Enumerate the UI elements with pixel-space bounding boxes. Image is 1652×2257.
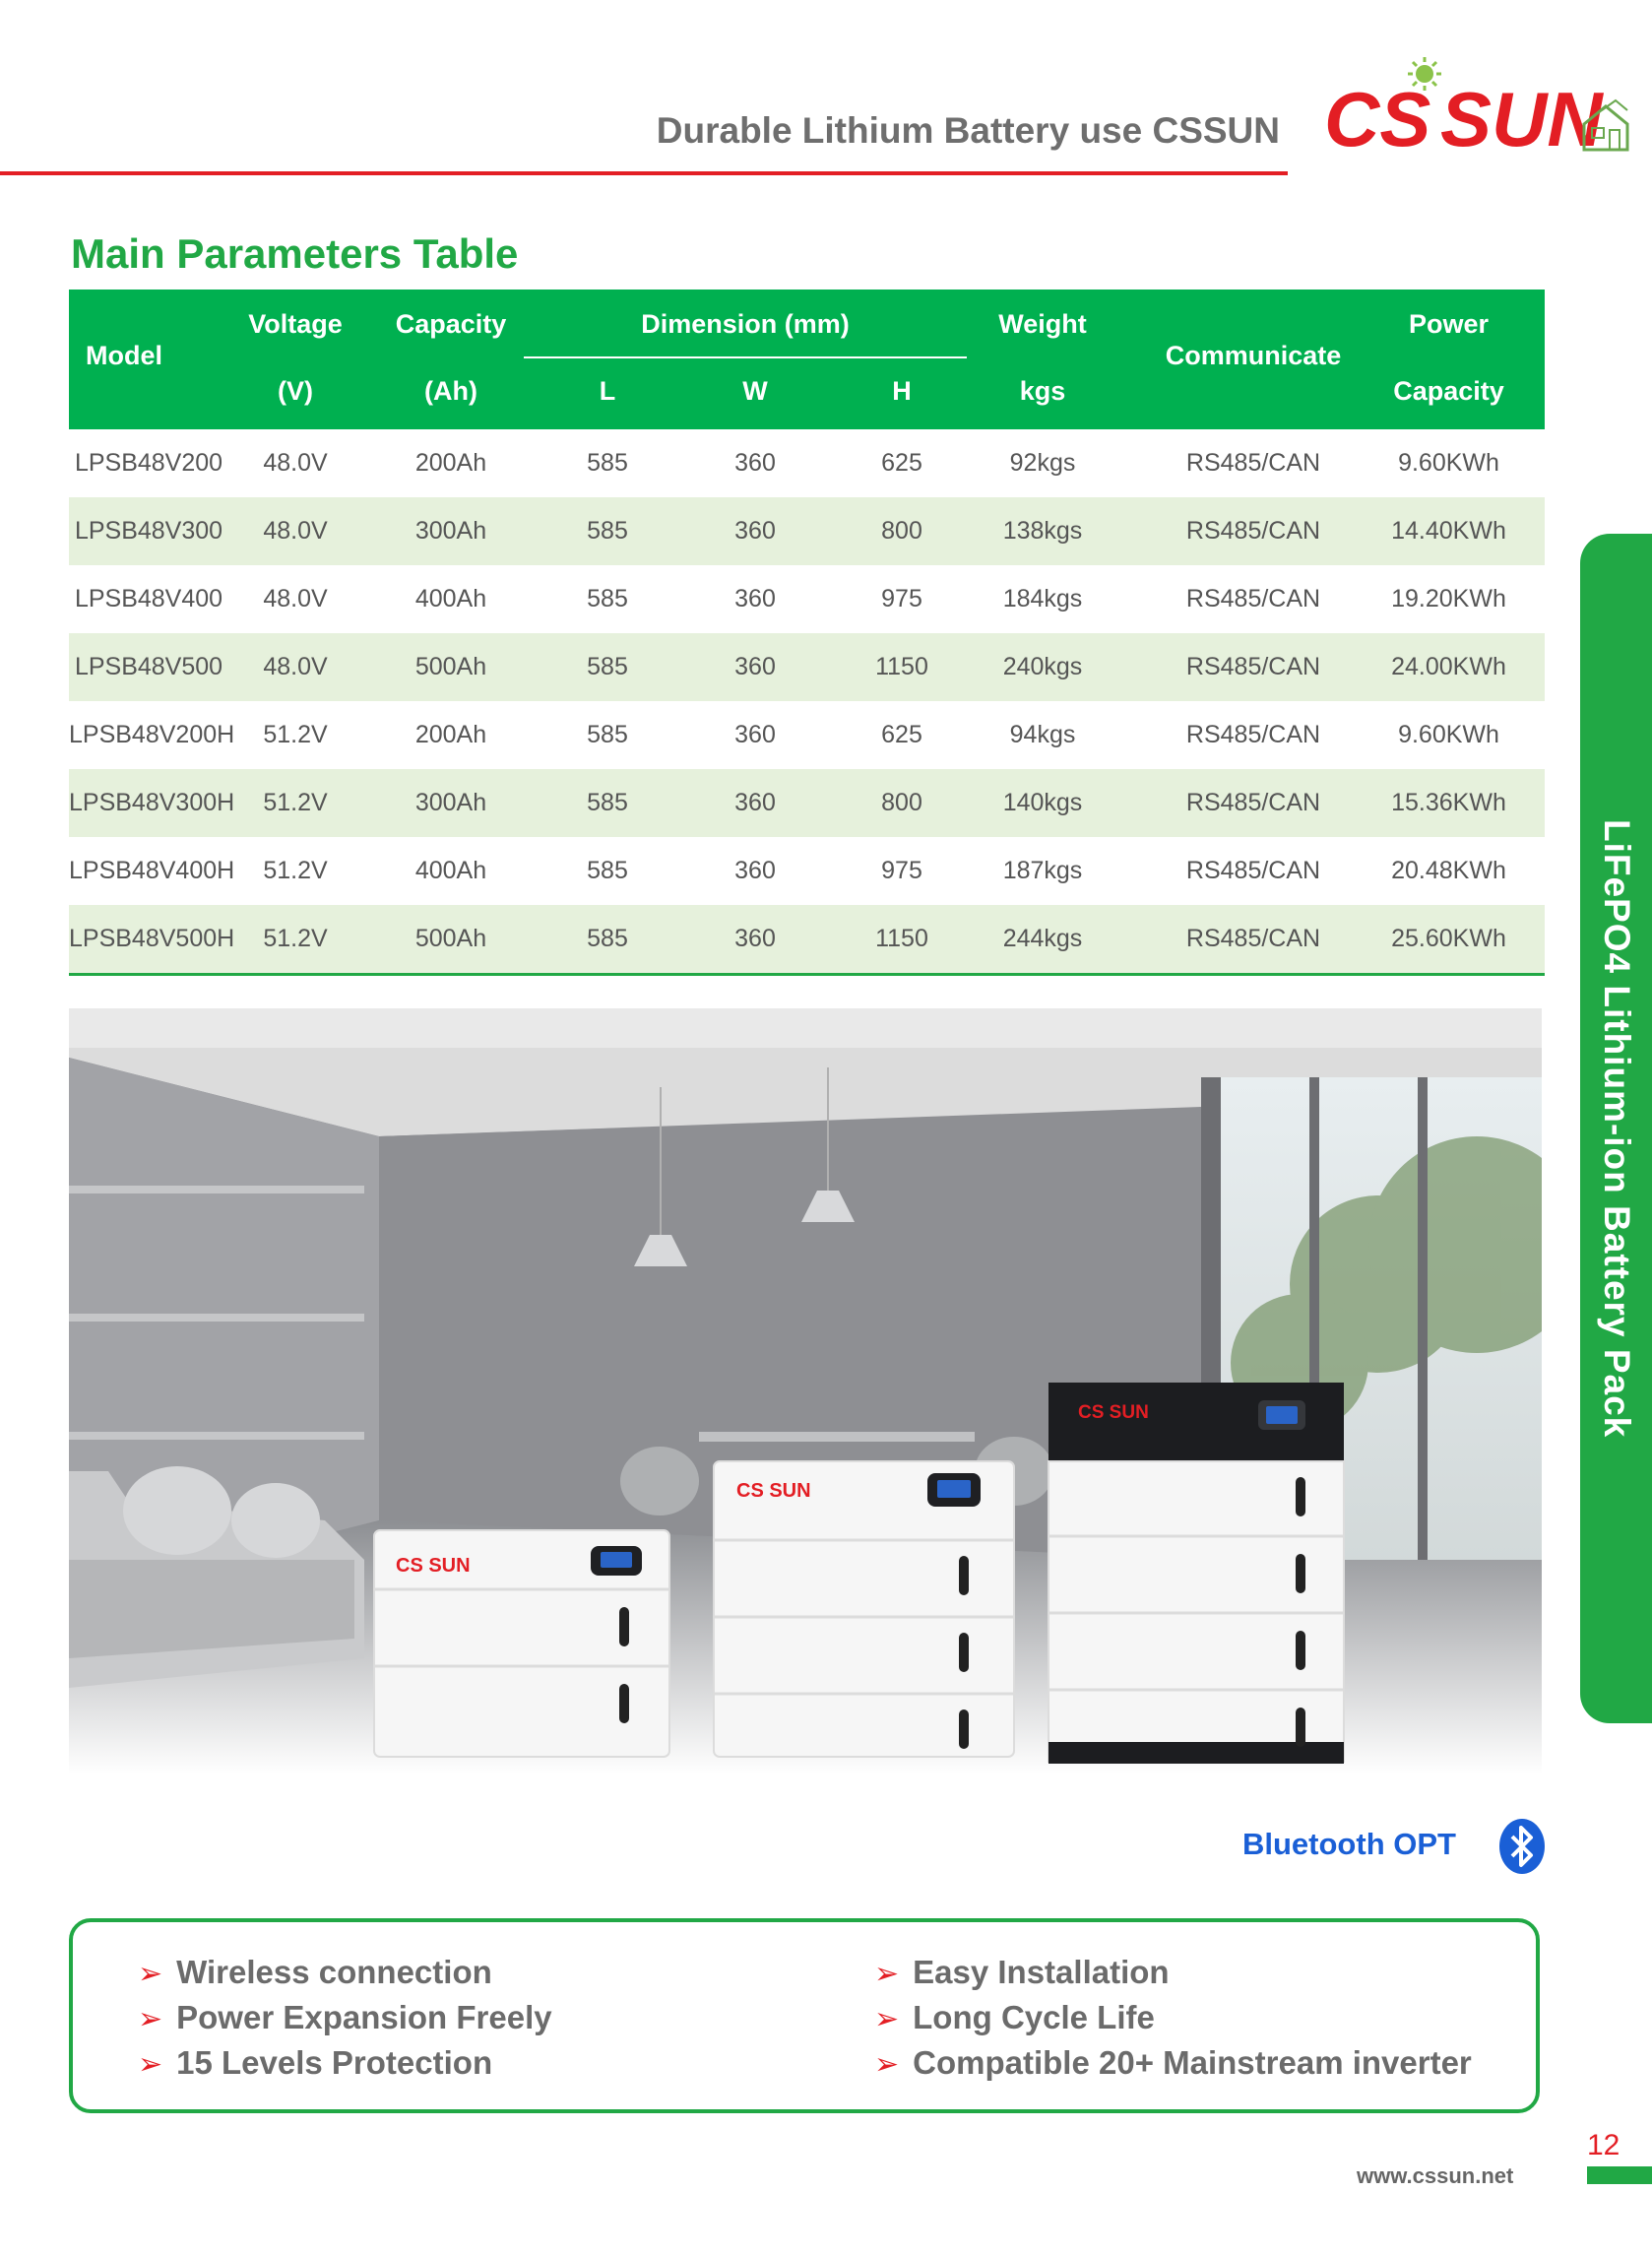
table-row bbox=[69, 497, 1545, 565]
section-title: Main Parameters Table bbox=[71, 230, 519, 277]
cell-weight: 94kgs bbox=[1009, 721, 1076, 748]
arrow-bullet-icon: ➢ bbox=[874, 1958, 900, 1990]
cssun-logo bbox=[1324, 55, 1634, 163]
cell-weight: 244kgs bbox=[1002, 925, 1083, 952]
feature-item: ➢ Wireless connection bbox=[138, 1954, 492, 1990]
cell-capacity: 400Ah bbox=[414, 857, 487, 884]
cell-weight: 92kgs bbox=[1009, 449, 1076, 477]
table-row bbox=[69, 905, 1545, 973]
cell-w: 360 bbox=[734, 653, 776, 680]
cell-weight: 184kgs bbox=[1002, 585, 1083, 613]
header-divider bbox=[0, 171, 1288, 175]
bluetooth-label: Bluetooth OPT bbox=[1242, 1827, 1456, 1861]
cell-model: LPSB48V200 bbox=[74, 449, 223, 477]
cell-weight: 140kgs bbox=[1002, 789, 1083, 816]
cell-h: 1150 bbox=[875, 925, 928, 952]
header-capacity: Capacity bbox=[395, 309, 507, 339]
cell-comm: RS485/CAN bbox=[1185, 925, 1321, 952]
header-title: Durable Lithium Battery use CSSUN bbox=[656, 110, 1280, 151]
battery-small bbox=[374, 1530, 669, 1757]
cell-comm: RS485/CAN bbox=[1185, 517, 1321, 545]
cell-model: LPSB48V400H bbox=[69, 857, 235, 884]
table-row bbox=[69, 565, 1545, 633]
battery-logo: CS SUN bbox=[1078, 1402, 1149, 1423]
website-url: www.cssun.net bbox=[1357, 2163, 1514, 2188]
header-weight-unit: kgs bbox=[1019, 376, 1066, 406]
cell-power: 15.36KWh bbox=[1391, 789, 1506, 816]
table-header bbox=[69, 290, 1545, 429]
cell-l: 585 bbox=[587, 449, 628, 477]
cell-comm: RS485/CAN bbox=[1185, 449, 1321, 477]
cell-h: 800 bbox=[881, 517, 922, 545]
cell-weight: 138kgs bbox=[1002, 517, 1083, 545]
cell-power: 20.48KWh bbox=[1391, 857, 1506, 884]
arrow-bullet-icon: ➢ bbox=[874, 2003, 900, 2035]
cell-w: 360 bbox=[734, 857, 776, 884]
cell-capacity: 500Ah bbox=[414, 653, 487, 680]
cell-w: 360 bbox=[734, 585, 776, 613]
header-dim-l: L bbox=[599, 376, 616, 406]
cell-l: 585 bbox=[587, 925, 628, 952]
cell-comm: RS485/CAN bbox=[1185, 653, 1321, 680]
features-box bbox=[69, 1918, 1540, 2113]
footer-accent-bar bbox=[1587, 2166, 1652, 2184]
cell-power: 9.60KWh bbox=[1398, 721, 1499, 748]
cell-power: 9.60KWh bbox=[1398, 449, 1499, 477]
cell-h: 800 bbox=[881, 789, 922, 816]
cell-comm: RS485/CAN bbox=[1185, 857, 1321, 884]
cell-h: 625 bbox=[881, 721, 922, 748]
header-communicate: Communicate bbox=[1165, 341, 1342, 370]
header-power-sub: Capacity bbox=[1393, 376, 1504, 406]
feature-item: ➢ Long Cycle Life bbox=[874, 1999, 1155, 2035]
cell-voltage: 51.2V bbox=[263, 789, 328, 816]
header-capacity-unit: (Ah) bbox=[424, 376, 477, 406]
arrow-bullet-icon: ➢ bbox=[138, 2003, 163, 2035]
svg-text:CS: CS bbox=[1324, 76, 1431, 162]
cell-w: 360 bbox=[734, 721, 776, 748]
feature-item: ➢ 15 Levels Protection bbox=[138, 2044, 493, 2081]
feature-item: ➢ Compatible 20+ Mainstream inverter bbox=[874, 2044, 1472, 2081]
cell-l: 585 bbox=[587, 653, 628, 680]
table-row bbox=[69, 837, 1545, 905]
cell-capacity: 500Ah bbox=[414, 925, 487, 952]
side-tab-title: LiFePO4 Lithium-ion Battery Pack bbox=[1597, 818, 1637, 1439]
table-row bbox=[69, 429, 1545, 497]
cell-capacity: 200Ah bbox=[414, 721, 487, 748]
cell-weight: 187kgs bbox=[1002, 857, 1083, 884]
header-weight: Weight bbox=[998, 309, 1087, 339]
feature-item: ➢ Power Expansion Freely bbox=[138, 1999, 552, 2035]
cell-w: 360 bbox=[734, 517, 776, 545]
header-dim-h: H bbox=[892, 376, 912, 406]
cell-weight: 240kgs bbox=[1002, 653, 1083, 680]
table-row bbox=[69, 701, 1545, 769]
cell-w: 360 bbox=[734, 789, 776, 816]
arrow-bullet-icon: ➢ bbox=[874, 2048, 900, 2081]
bluetooth-icon bbox=[1498, 1818, 1546, 1875]
cell-capacity: 200Ah bbox=[414, 449, 487, 477]
cell-comm: RS485/CAN bbox=[1185, 585, 1321, 613]
header-dim-w: W bbox=[742, 376, 768, 406]
table-row bbox=[69, 633, 1545, 701]
cell-power: 14.40KWh bbox=[1391, 517, 1506, 545]
product-room-photo bbox=[69, 1008, 1542, 1774]
cell-voltage: 51.2V bbox=[263, 857, 328, 884]
cell-h: 1150 bbox=[875, 653, 928, 680]
feature-item: ➢ Easy Installation bbox=[874, 1954, 1170, 1990]
cell-h: 975 bbox=[881, 857, 922, 884]
cell-h: 625 bbox=[881, 449, 922, 477]
table-body bbox=[69, 429, 1545, 973]
cell-l: 585 bbox=[587, 789, 628, 816]
cell-l: 585 bbox=[587, 517, 628, 545]
table-bottom-rule bbox=[69, 973, 1545, 976]
battery-logo: CS SUN bbox=[736, 1480, 811, 1502]
cell-model: LPSB48V300 bbox=[74, 517, 223, 545]
table-row bbox=[69, 769, 1545, 837]
cell-power: 24.00KWh bbox=[1391, 653, 1506, 680]
cell-model: LPSB48V200H bbox=[69, 721, 235, 748]
battery-logo: CS SUN bbox=[396, 1555, 471, 1577]
dimension-divider bbox=[524, 356, 967, 358]
header-voltage-unit: (V) bbox=[278, 376, 313, 406]
cell-comm: RS485/CAN bbox=[1185, 721, 1321, 748]
cell-model: LPSB48V500H bbox=[69, 925, 235, 952]
cell-power: 19.20KWh bbox=[1391, 585, 1506, 613]
header-model: Model bbox=[86, 341, 162, 370]
battery-large bbox=[1048, 1383, 1344, 1774]
header-voltage: Voltage bbox=[248, 309, 343, 339]
cell-voltage: 48.0V bbox=[263, 585, 328, 613]
arrow-bullet-icon: ➢ bbox=[138, 1958, 163, 1990]
arrow-bullet-icon: ➢ bbox=[138, 2048, 163, 2081]
cell-l: 585 bbox=[587, 585, 628, 613]
cell-h: 975 bbox=[881, 585, 922, 613]
cell-model: LPSB48V400 bbox=[74, 585, 223, 613]
page-number: 12 bbox=[1587, 2129, 1620, 2161]
battery-medium bbox=[714, 1461, 1014, 1757]
svg-text:SUN: SUN bbox=[1440, 76, 1603, 162]
header-dimension: Dimension (mm) bbox=[641, 309, 850, 339]
cell-model: LPSB48V300H bbox=[69, 789, 235, 816]
cell-model: LPSB48V500 bbox=[74, 653, 223, 680]
cell-power: 25.60KWh bbox=[1391, 925, 1506, 952]
cell-voltage: 48.0V bbox=[263, 449, 328, 477]
cell-comm: RS485/CAN bbox=[1185, 789, 1321, 816]
parameters-table bbox=[69, 290, 1545, 976]
cell-voltage: 48.0V bbox=[263, 653, 328, 680]
cell-capacity: 300Ah bbox=[414, 517, 487, 545]
cell-capacity: 300Ah bbox=[414, 789, 487, 816]
cell-capacity: 400Ah bbox=[414, 585, 487, 613]
side-tab bbox=[1580, 534, 1652, 1723]
cell-w: 360 bbox=[734, 449, 776, 477]
cell-voltage: 51.2V bbox=[263, 925, 328, 952]
cell-l: 585 bbox=[587, 721, 628, 748]
cell-voltage: 51.2V bbox=[263, 721, 328, 748]
cell-w: 360 bbox=[734, 925, 776, 952]
cell-voltage: 48.0V bbox=[263, 517, 328, 545]
header-power: Power bbox=[1408, 309, 1490, 339]
cell-l: 585 bbox=[587, 857, 628, 884]
